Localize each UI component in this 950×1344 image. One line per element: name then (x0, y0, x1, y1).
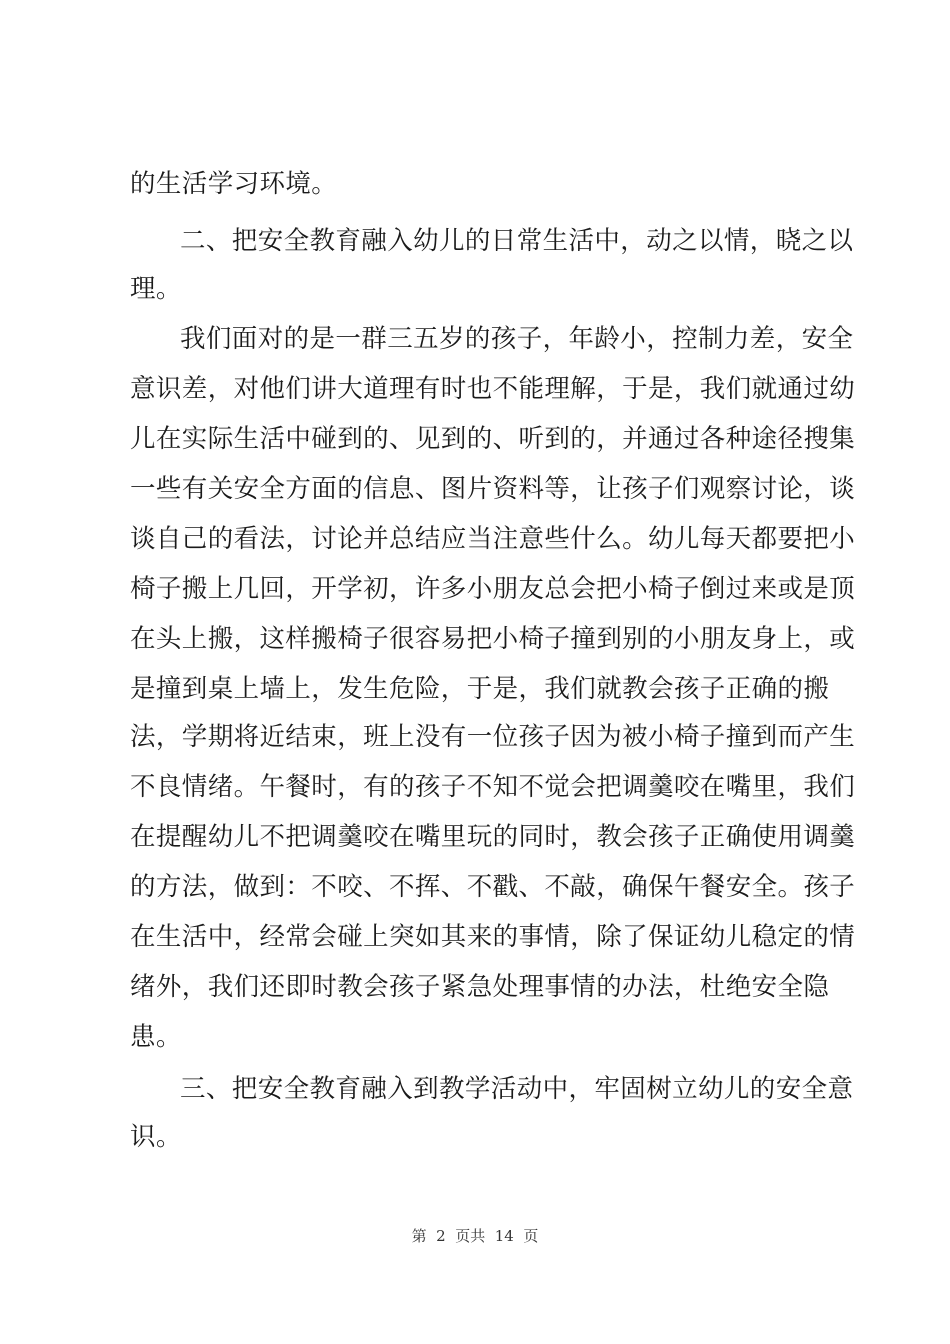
section-heading-line: 理。 (130, 274, 182, 304)
paragraph-line: 在生活中，经常会碰上突如其来的事情，除了保证幼儿稳定的情 (130, 922, 856, 952)
section-heading-line: 识。 (130, 1122, 182, 1152)
paragraph-line: 谈自己的看法，讨论并总结应当注意些什么。幼儿每天都要把小 (130, 524, 856, 554)
paragraph-line: 在提醒幼儿不把调羹咬在嘴里玩的同时，教会孩子正确使用调羹 (130, 822, 856, 852)
paragraph-line: 一些有关安全方面的信息、图片资料等，让孩子们观察讨论，谈 (130, 474, 856, 504)
section-heading-line: 三、把安全教育融入到教学活动中，牢固树立幼儿的安全意 (180, 1074, 854, 1104)
paragraph-line: 在头上搬，这样搬椅子很容易把小椅子撞到别的小朋友身上，或 (130, 624, 856, 654)
paragraph-line: 的生活学习环境。 (130, 169, 338, 199)
paragraph-line: 法，学期将近结束，班上没有一位孩子因为被小椅子撞到而产生 (130, 722, 856, 752)
paragraph-line: 我们面对的是一群三五岁的孩子，年龄小，控制力差，安全 (180, 324, 854, 354)
paragraph-line: 意识差，对他们讲大道理有时也不能理解，于是，我们就通过幼 (130, 374, 856, 404)
page-number-footer: 第 2 页共 14 页 (411, 1227, 539, 1245)
paragraph-line: 绪外，我们还即时教会孩子紧急处理事情的办法，杜绝安全隐 (130, 972, 830, 1002)
paragraph-line: 椅子搬上几回，开学初，许多小朋友总会把小椅子倒过来或是顶 (130, 574, 856, 604)
paragraph-line: 不良情绪。午餐时，有的孩子不知不觉会把调羹咬在嘴里，我们 (130, 772, 856, 802)
paragraph-line: 是撞到桌上墙上，发生危险，于是，我们就教会孩子正确的搬 (130, 674, 830, 704)
section-heading-line: 二、把安全教育融入幼儿的日常生活中，动之以情，晓之以 (180, 226, 854, 256)
paragraph-line: 的方法，做到：不咬、不挥、不戳、不敲，确保午餐安全。孩子 (130, 872, 856, 902)
paragraph-line: 儿在实际生活中碰到的、见到的、听到的，并通过各种途径搜集 (130, 424, 856, 454)
paragraph-line: 患。 (130, 1022, 182, 1052)
